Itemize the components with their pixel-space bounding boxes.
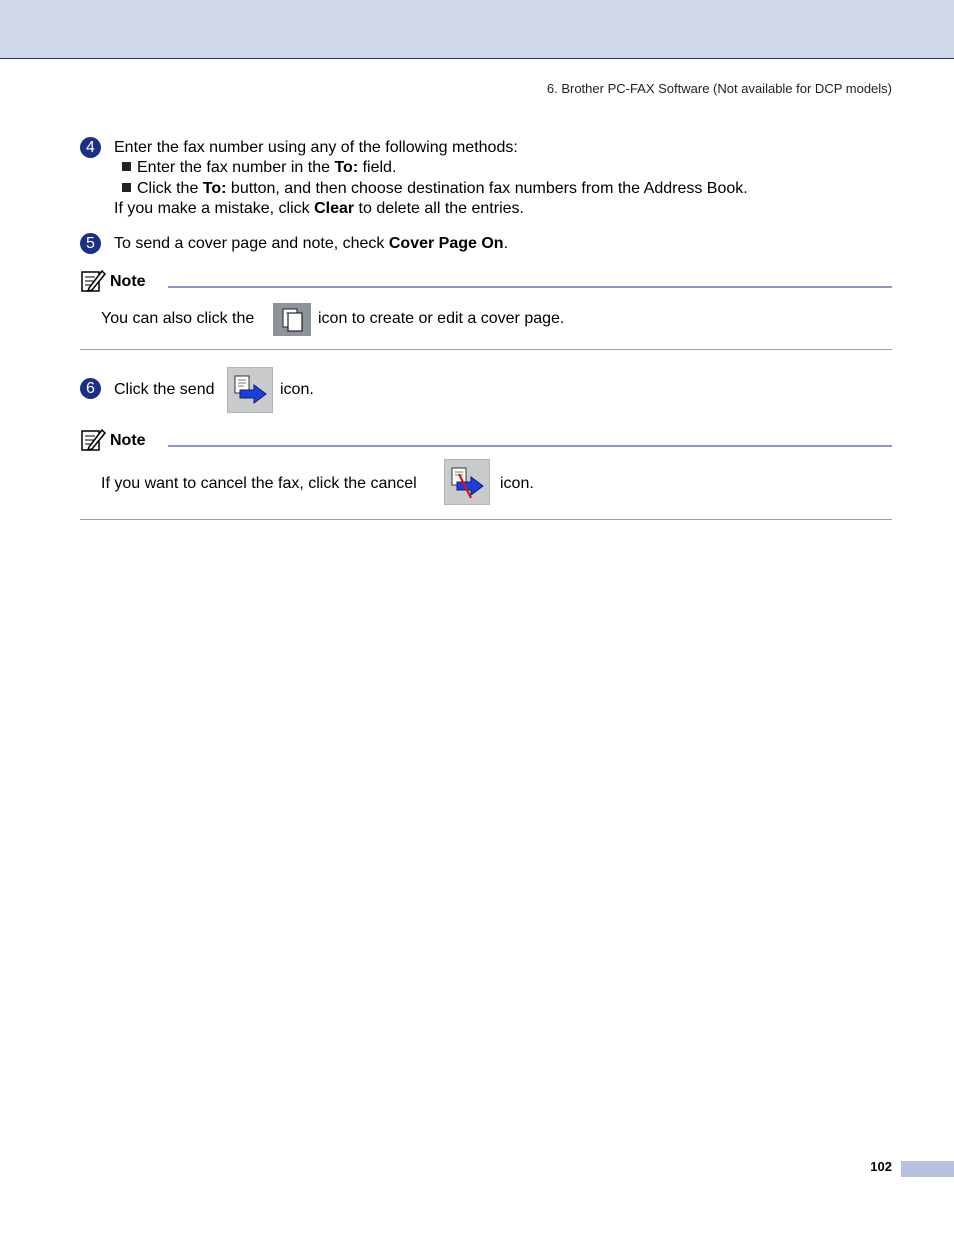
footer-bar — [901, 1161, 954, 1177]
note-end-rule — [80, 519, 892, 520]
page-number: 102 — [870, 1159, 892, 1174]
note-1-post: icon to create or edit a cover page. — [318, 310, 565, 327]
running-head: 6. Brother PC-FAX Software (Not available for DCP models) — [546, 81, 892, 96]
cancel-fax-icon — [444, 459, 490, 505]
step-number-badge: 4 — [80, 137, 101, 158]
pencil-note-icon — [80, 428, 106, 452]
step-4-bullet-1: Enter the fax number in the To: field. — [122, 159, 396, 177]
note-1-pre: You can also click the — [101, 310, 255, 327]
note-label: Note — [110, 432, 146, 449]
step-6-post: icon. — [280, 381, 314, 398]
note-rule — [168, 286, 892, 288]
step-4-intro: Enter the fax number using any of the following methods: — [114, 139, 518, 156]
step-number-badge: 6 — [80, 378, 101, 399]
header-band — [0, 0, 954, 59]
step-number-badge: 5 — [80, 233, 101, 254]
bullet-square-icon — [122, 162, 131, 171]
note-2-post: icon. — [500, 475, 534, 492]
bullet-square-icon — [122, 183, 131, 192]
step-6-pre: Click the send — [114, 381, 215, 398]
pencil-note-icon — [80, 269, 106, 293]
note-2-pre: If you want to cancel the fax, click the cancel — [101, 475, 417, 492]
step-5-text: To send a cover page and note, check Cover Page On. — [114, 235, 509, 252]
step-4-bullet-2: Click the To: button, and then choose destination fax numbers from the Address Book. — [122, 180, 748, 198]
send-fax-icon — [227, 367, 273, 413]
cover-page-icon — [273, 303, 311, 336]
note-rule — [168, 445, 892, 447]
note-label: Note — [110, 273, 146, 290]
step-4-after: If you make a mistake, click Clear to delete all the entries. — [114, 200, 524, 217]
note-end-rule — [80, 349, 892, 350]
